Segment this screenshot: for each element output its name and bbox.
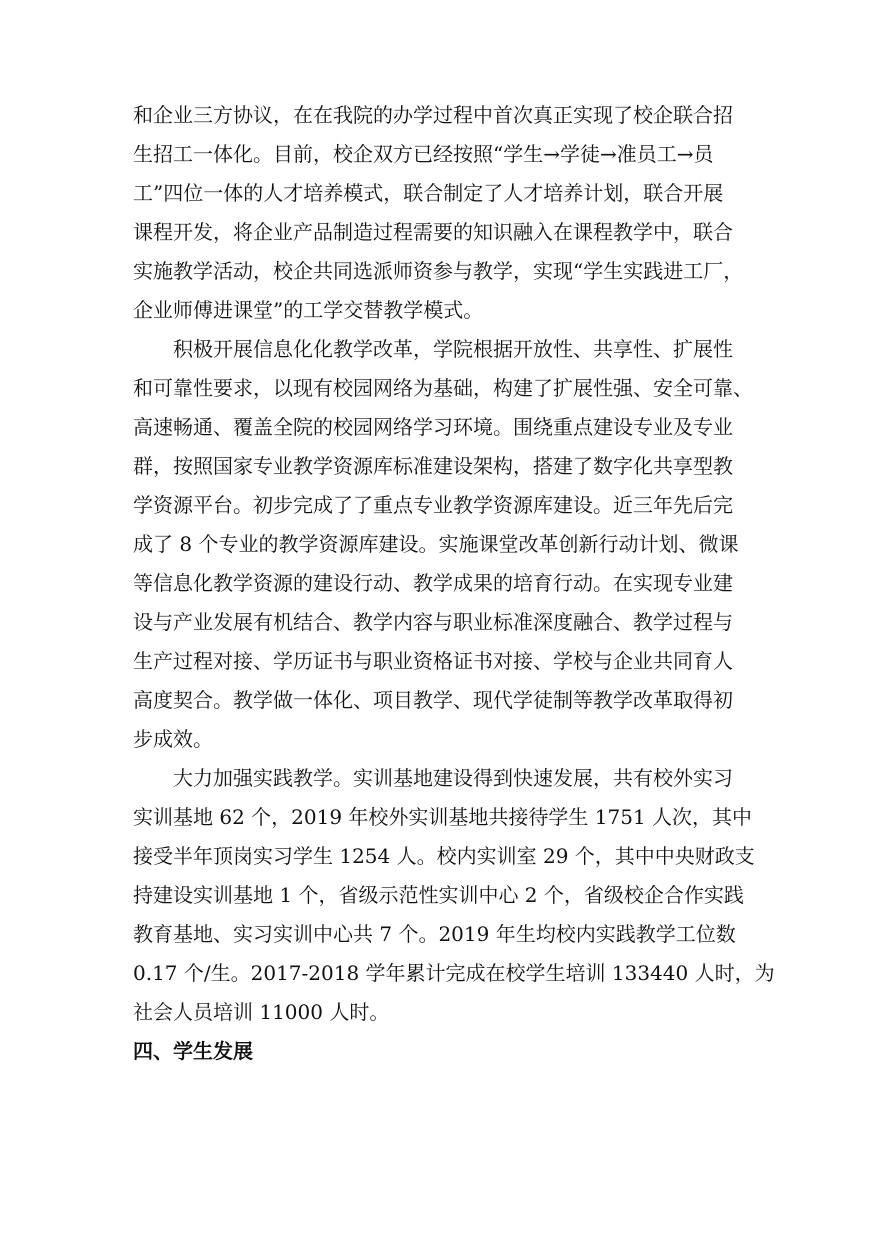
text-line: 社会人员培训 11000 人时。 <box>133 1000 390 1024</box>
document-body <box>133 96 775 1071</box>
text-line: 成了 8 个专业的教学资源库建设。实施课堂改革创新行动计划、微课 <box>133 532 739 556</box>
text-line: 接受半年顶岗实习学生 1254 人。校内实训室 29 个，其中中央财政支 <box>133 844 755 868</box>
text-line: 高速畅通、覆盖全院的校园网络学习环境。围绕重点建设专业及专业 <box>133 415 733 439</box>
text-line: 学资源平台。初步完成了了重点专业教学资源库建设。近三年先后完 <box>133 493 733 517</box>
text-line: 企业师傅进课堂”的工学交替教学模式。 <box>133 298 484 322</box>
text-line: 生产过程对接、学历证书与职业资格证书对接、学校与企业共同育人 <box>133 649 733 673</box>
text-line: 群，按照国家专业教学资源库标准建设架构，搭建了数字化共享型教 <box>133 454 733 478</box>
text-line: 实施教学活动，校企共同选派师资参与教学，实现“学生实践进工厂， <box>133 259 744 283</box>
paragraph-informatization-reform <box>133 330 753 759</box>
text-line: 持建设实训基地 1 个，省级示范性实训中心 2 个，省级校企合作实践 <box>133 883 744 907</box>
text-line: 生招工一体化。目前，校企双方已经按照“学生→学徒→准员工→员 <box>133 142 714 166</box>
text-line: 设与产业发展有机结合、教学内容与职业标准深度融合、教学过程与 <box>133 610 733 634</box>
text-line: 和企业三方协议，在在我院的办学过程中首次真正实现了校企联合招 <box>133 103 733 127</box>
text-line: 等信息化教学资源的建设行动、教学成果的培育行动。在实现专业建 <box>133 571 733 595</box>
text-line: 课程开发，将企业产品制造过程需要的知识融入在课程教学中，联合 <box>133 220 733 244</box>
paragraph-school-enterprise-cooperation <box>133 96 747 330</box>
paragraph-practical-teaching <box>133 759 775 1032</box>
text-line: 大力加强实践教学。实训基地建设得到快速发展，共有校外实习 <box>133 766 733 790</box>
text-line: 步成效。 <box>133 727 213 751</box>
text-line: 教育基地、实习实训中心共 7 个。2019 年生均校内实践教学工位数 <box>133 922 736 946</box>
text-line: 和可靠性要求，以现有校园网络为基础，构建了扩展性强、安全可靠、 <box>133 376 753 400</box>
text-line: 积极开展信息化化教学改革，学院根据开放性、共享性、扩展性 <box>133 337 733 361</box>
text-line: 0.17 个/生。2017-2018 学年累计完成在校学生培训 133440 人时，为 <box>133 961 775 985</box>
text-line: 高度契合。教学做一体化、项目教学、现代学徒制等教学改革取得初 <box>133 688 733 712</box>
text-line: 实训基地 62 个，2019 年校外实训基地共接待学生 1751 人次，其中 <box>133 805 753 829</box>
text-line: 工”四位一体的人才培养模式，联合制定了人才培养计划，联合开展 <box>133 181 724 205</box>
section-heading: 四、学生发展 <box>133 1039 253 1063</box>
